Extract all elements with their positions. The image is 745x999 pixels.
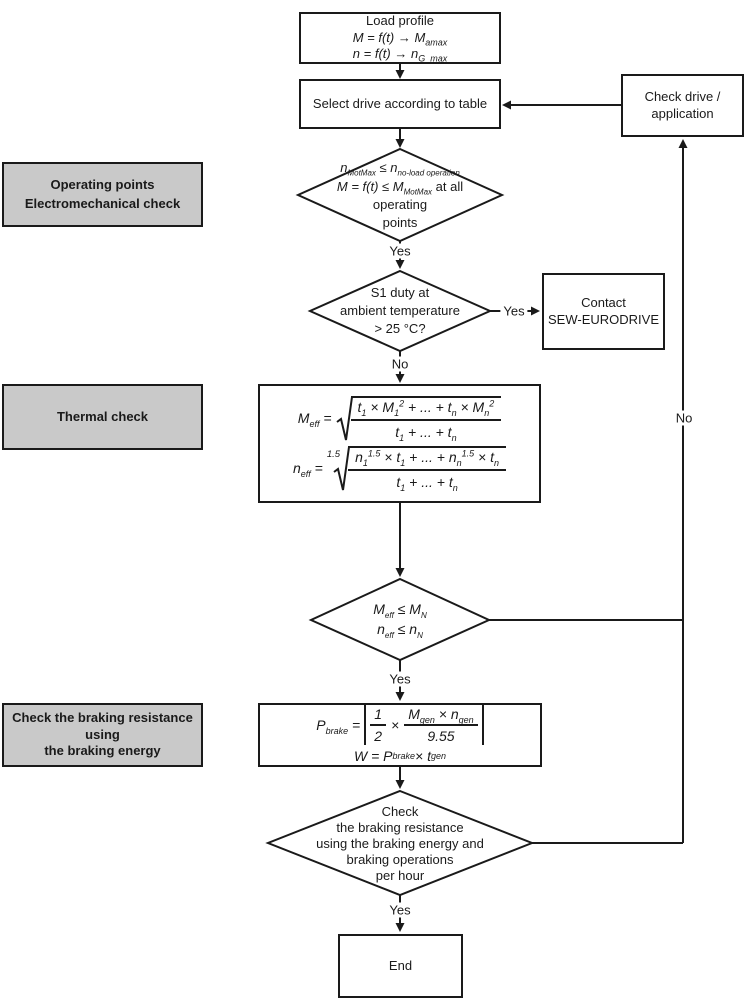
arrowhead-down-icon [396, 139, 405, 148]
meff-condition-row2: $n_{eff} \le n_N$ [377, 621, 423, 640]
arrowhead-left-icon [502, 101, 511, 110]
opcheck-row1: $n_{MotMax} \le n_{no-load operation}$ [340, 160, 460, 178]
arrowhead-right-icon [531, 307, 540, 316]
edge-label-yes-3: Yes [386, 672, 413, 687]
neff-lhs: $n_{eff}$ = [292, 460, 323, 480]
neff-fraction [348, 446, 506, 493]
pbrake-lhs: $P_{brake}$ = [316, 716, 361, 736]
neff-root-index: 1.5 [326, 449, 341, 461]
check-drive-box [621, 74, 744, 137]
contact-line1: Contact [581, 294, 626, 310]
side-label-braking-line1: Check the braking resistance [12, 709, 193, 725]
arrowhead-down-icon [396, 692, 405, 701]
arrowhead-down-icon [396, 260, 405, 269]
arrowhead-down-icon [396, 374, 405, 383]
brake-formula-box [258, 703, 542, 767]
brake-energy-formula: W = P brake × t gen [353, 748, 447, 765]
arrowhead-down-icon [396, 70, 405, 79]
decision-meff [311, 597, 489, 643]
check-drive-line1: Check drive / [644, 88, 721, 104]
contact-sew-box [542, 273, 665, 350]
pbrake-absolute-value [364, 705, 483, 745]
brakecheck-line3: using the braking energy and [316, 836, 484, 852]
edge-label-yes-1: Yes [386, 244, 413, 259]
opcheck-row2-math: $M = f(t) \le M_{MotMax}$ [336, 178, 433, 197]
neff-denominator: $t_1$ + ... + $t_n$ [396, 473, 458, 493]
meff-lhs: $M_{eff}$ = [297, 410, 332, 430]
load-profile-box [299, 12, 501, 64]
half-numerator: 1 [370, 705, 386, 726]
side-label-braking-line2: using [85, 726, 120, 742]
edge-label-yes-2: Yes [500, 304, 527, 319]
side-label-operating-points [2, 162, 203, 227]
opcheck-row3: operating [372, 197, 428, 212]
brakecheck-line5: per hour [375, 867, 425, 883]
side-label-thermal-text: Thermal check [56, 408, 149, 424]
side-label-braking-line3: the braking energy [44, 743, 161, 759]
arrowhead-down-icon [396, 780, 405, 789]
side-label-operating-line1: Operating points [50, 176, 155, 192]
times-sign: × [391, 716, 400, 733]
brakecheck-line4: braking operations [346, 851, 454, 867]
meff-numerator: $t_1 \times M_1^2$ + ... + $t_n \times M_n^2$ [351, 398, 502, 420]
side-label-braking-resistance [2, 703, 203, 767]
half-denominator: 2 [374, 727, 383, 744]
edge-label-no-2: No [673, 411, 696, 426]
meff-denominator: $t_1$ + ... + $t_n$ [395, 423, 457, 443]
thermal-formula-box [258, 384, 541, 503]
load-profile-speed-formula: $n = f(t) \to n_{G\_max}$ [352, 46, 448, 65]
meff-fraction [351, 396, 502, 443]
meff-formula [298, 395, 501, 443]
s1-line2: ambient temperature [340, 302, 460, 318]
brakecheck-line1: Check [381, 804, 419, 820]
check-drive-line2: application [651, 105, 714, 121]
decision-braking [268, 802, 532, 886]
end-label: End [388, 957, 413, 973]
pbrake-numerator: $M_{gen} \times n_{gen}$ [404, 705, 477, 726]
load-profile-title: Load profile [366, 12, 434, 28]
decision-operating-points [297, 156, 503, 236]
edge-label-no-1: No [389, 357, 412, 372]
side-label-operating-line2: Electromechanical check [24, 195, 181, 211]
pbrake-fraction [404, 705, 477, 745]
meff-condition-row1: $M_{eff} \le M_N$ [373, 601, 427, 621]
side-label-thermal-check [2, 384, 203, 450]
neff-numerator: $n_1^{1.5} \times t_1$ + ... + $n_n^{1.5} \times t_n$ [348, 448, 506, 470]
end-box [338, 934, 463, 998]
neff-formula [293, 445, 506, 493]
load-profile-torque-formula: $M = f(t) \to M_{amax}$ [352, 29, 448, 48]
pbrake-formula [316, 705, 483, 745]
s1-line3: > 25 °C? [374, 321, 426, 337]
arrowhead-down-icon [396, 923, 405, 932]
opcheck-row4: points [382, 215, 418, 231]
arrowhead-down-icon [396, 568, 405, 577]
opcheck-row2-tail: at all [432, 178, 464, 194]
half-fraction [370, 705, 386, 745]
opcheck-row2 [337, 178, 463, 196]
decision-s1-duty [310, 281, 490, 341]
edge-label-yes-4: Yes [386, 903, 413, 918]
pbrake-denominator: 9.55 [427, 727, 455, 744]
contact-line2: SEW-EURODRIVE [548, 311, 659, 327]
select-drive-label: Select drive according to table [312, 95, 488, 111]
arrowhead-up-icon [679, 139, 688, 148]
s1-line1: S1 duty at [370, 284, 430, 300]
brakecheck-line2: the braking resistance [336, 820, 464, 836]
select-drive-box [299, 79, 501, 129]
